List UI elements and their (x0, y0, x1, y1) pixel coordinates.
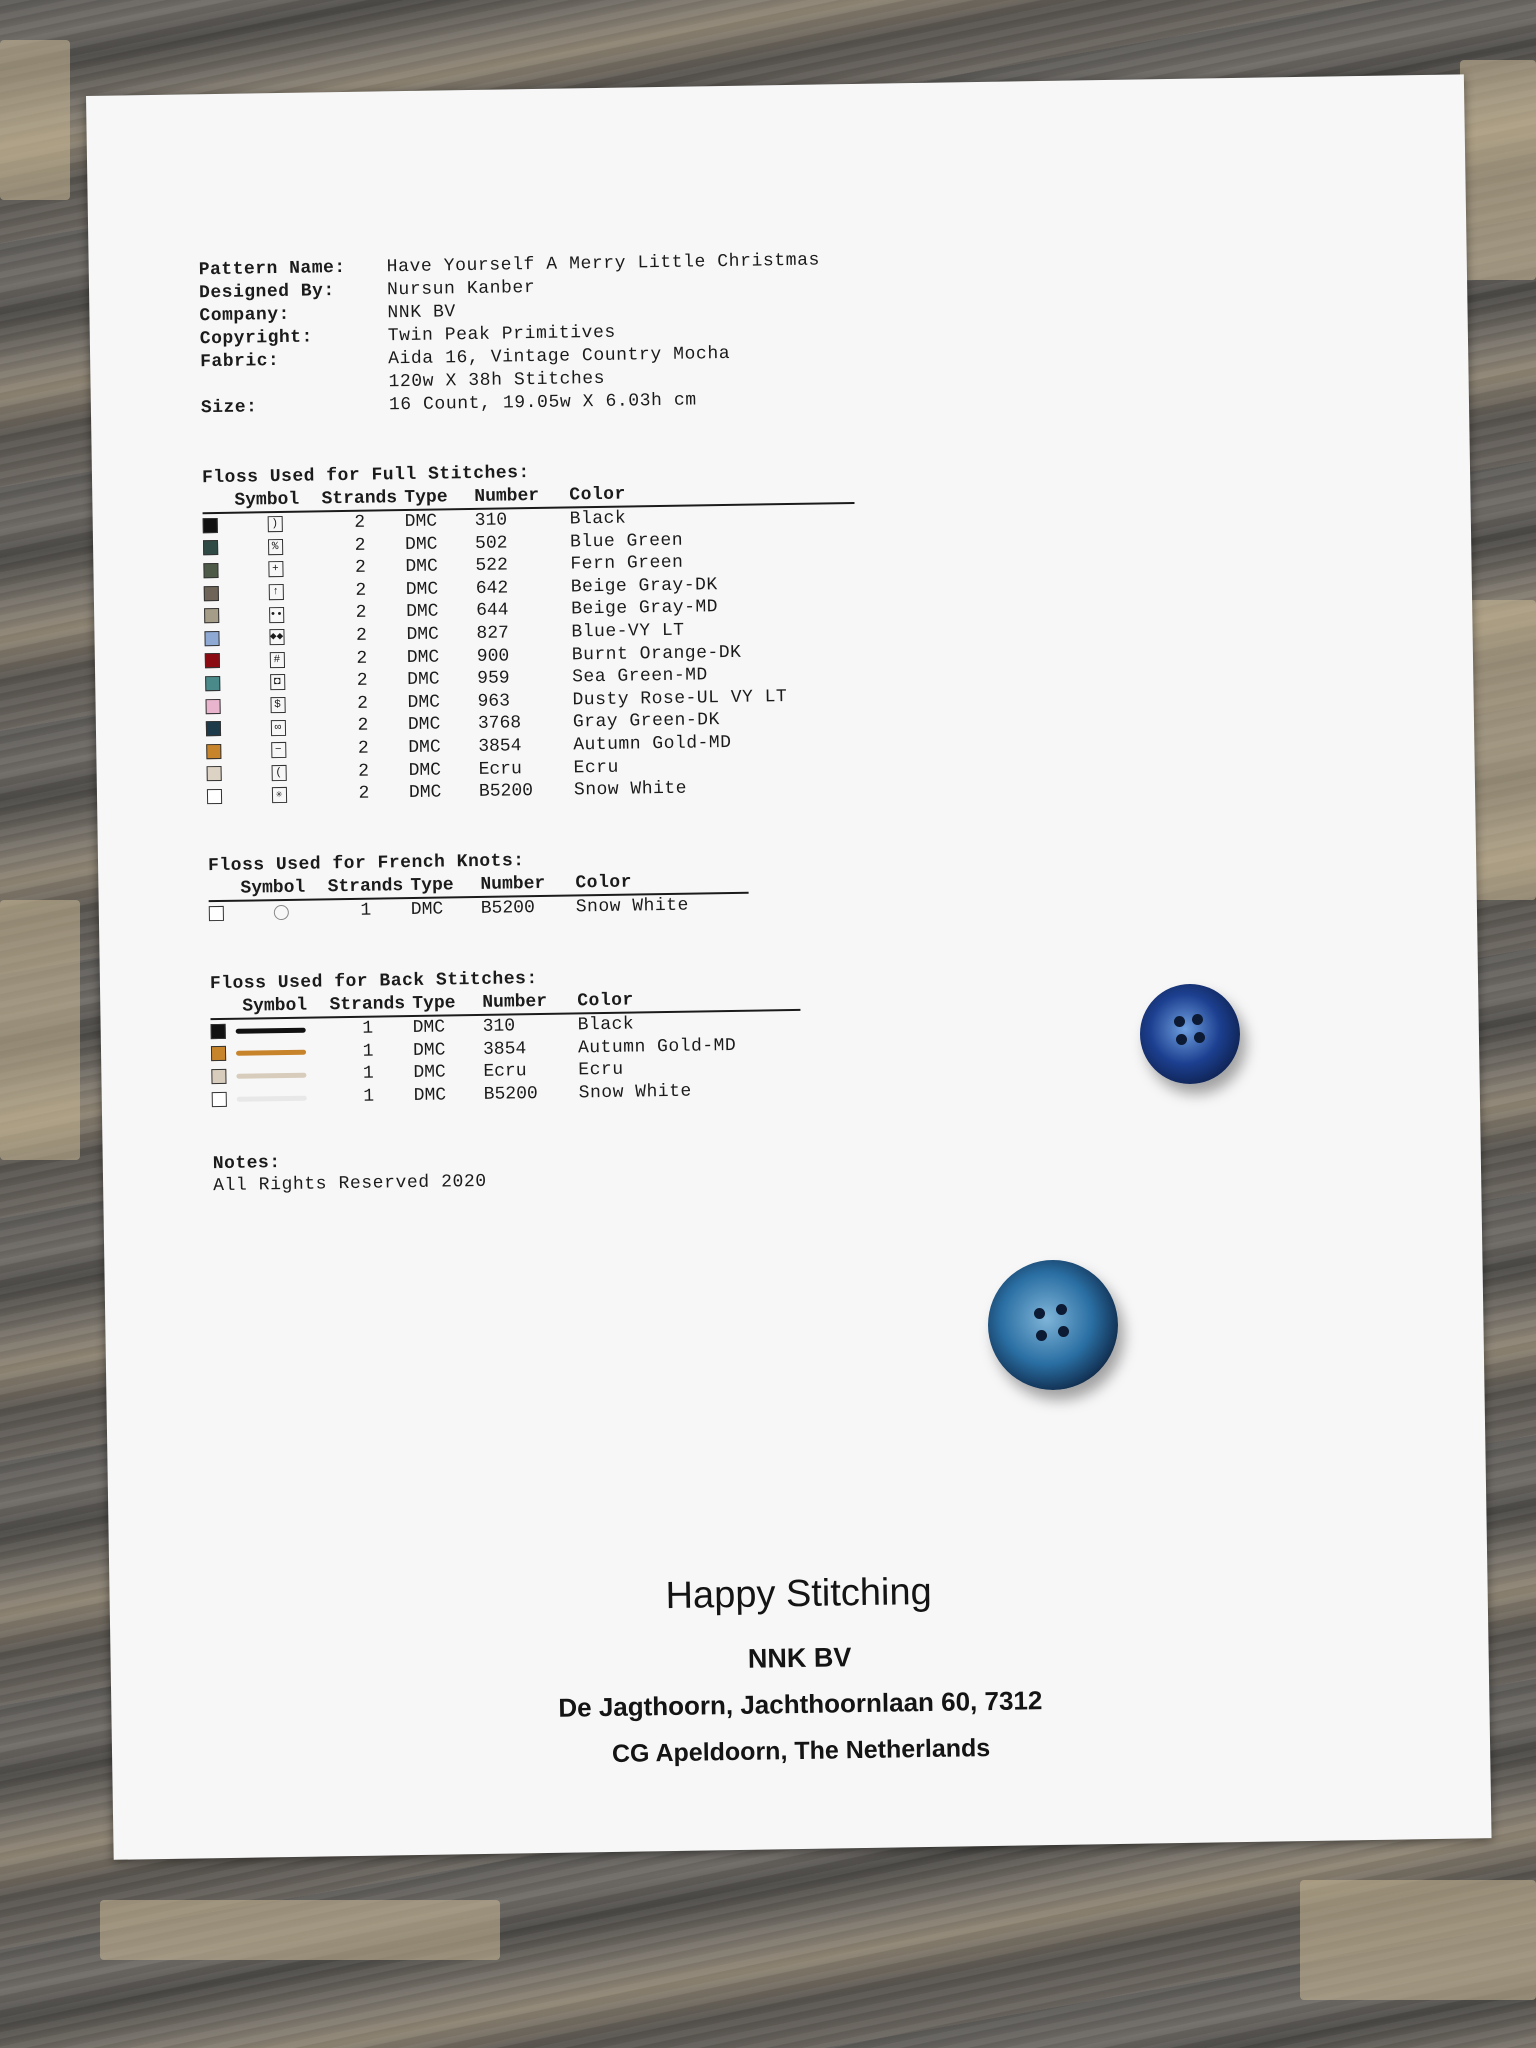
button-hole (1056, 1304, 1067, 1315)
color-swatch (207, 789, 222, 804)
type-cell: DMC (405, 556, 439, 578)
button-hole (1194, 1032, 1205, 1043)
header-symbol: Symbol (234, 489, 300, 511)
color-swatch (211, 1024, 226, 1039)
color-cell: Burnt Orange-DK (571, 642, 742, 665)
full-stitches-section (202, 456, 859, 808)
number-cell: 3854 (478, 736, 522, 757)
swatch-cell (205, 676, 237, 692)
pattern-info (199, 249, 823, 420)
color-swatch (211, 1069, 226, 1084)
stitch-symbol: ) (267, 516, 282, 532)
stitch-symbol: ( (271, 765, 286, 781)
symbol-cell (211, 1022, 323, 1039)
stitch-symbol: $ (270, 697, 285, 713)
type-cell: DMC (405, 579, 439, 600)
button-hole (1192, 1014, 1203, 1025)
number-cell: B5200 (480, 898, 535, 919)
pattern-sheet (86, 74, 1492, 1859)
header-symbol: Symbol (242, 995, 308, 1017)
strands-cell: 2 (356, 648, 368, 669)
swatch-cell (205, 653, 237, 669)
header-strands: Strands (321, 488, 398, 510)
type-cell: DMC (413, 1062, 446, 1084)
info-value: 16 Count, 19.05w X 6.03h cm (388, 390, 697, 416)
number-cell: 3854 (482, 1038, 527, 1060)
wood-chip (100, 1900, 500, 1960)
french-knot-icon (273, 905, 288, 920)
header-type: Type (410, 875, 454, 896)
back-stitches-table (211, 1010, 839, 1110)
stitch-symbol: # (269, 652, 284, 668)
button-hole (1036, 1330, 1047, 1341)
strands-cell: 2 (356, 670, 368, 691)
info-value: Twin Peak Primitives (387, 322, 616, 347)
color-cell: Blue Green (569, 530, 684, 553)
header-strands: Strands (329, 994, 406, 1016)
color-cell: Sea Green-MD (572, 665, 708, 688)
footer-address-line2: CG Apeldoorn, The Netherlands (611, 1734, 991, 1768)
symbol-cell (237, 696, 317, 713)
backstitch-line-icon (236, 1073, 306, 1079)
number-cell: 963 (477, 691, 511, 712)
symbol-cell (236, 584, 316, 601)
strands-cell: 2 (355, 603, 367, 624)
type-cell: DMC (412, 1017, 446, 1038)
swatch-cell (203, 563, 235, 579)
strands-cell: 2 (357, 693, 369, 714)
color-swatch (205, 676, 220, 691)
wood-chip (0, 40, 70, 200)
info-label: Copyright: (199, 327, 314, 350)
color-swatch (203, 563, 218, 578)
strands-cell: 1 (362, 1063, 374, 1084)
color-swatch (203, 540, 218, 555)
type-cell: DMC (404, 534, 438, 555)
footer-address-line1: De Jagthoorn, Jachthoornlaan 60, 7312 (558, 1685, 1043, 1723)
color-cell: Fern Green (570, 552, 684, 575)
wood-chip (1300, 1880, 1536, 2000)
color-swatch (212, 1091, 227, 1106)
swatch-cell (204, 630, 236, 646)
symbol-cell (239, 787, 319, 804)
strands-cell: 2 (354, 512, 366, 533)
swatch-cell (203, 540, 235, 556)
swatch-cell (207, 766, 239, 782)
info-label: Fabric: (200, 350, 280, 373)
type-cell: DMC (407, 669, 440, 691)
button-hole (1058, 1326, 1069, 1337)
number-cell: Ecru (483, 1061, 527, 1083)
header-color: Color (577, 990, 634, 1012)
color-cell: Autumn Gold-MD (577, 1035, 737, 1058)
number-cell: B5200 (478, 781, 534, 803)
backstitch-line-icon (236, 1027, 306, 1033)
color-swatch (203, 518, 218, 533)
color-swatch (207, 766, 222, 781)
swatch-cell (206, 721, 238, 737)
full-stitches-table (203, 504, 860, 808)
symbol-cell (241, 904, 321, 920)
header-strands: Strands (327, 876, 404, 898)
symbol-cell (211, 1045, 323, 1062)
info-value: Aida 16, Vintage Country Mocha (388, 343, 731, 370)
color-swatch (204, 631, 219, 646)
symbol-cell (235, 561, 315, 578)
color-cell: Black (569, 508, 627, 530)
color-swatch (209, 906, 224, 921)
header-number: Number (474, 485, 540, 507)
color-cell: Gray Green-DK (572, 710, 720, 733)
number-cell: 502 (474, 533, 508, 554)
footer-company: NNK BV (747, 1642, 852, 1674)
color-cell: Beige Gray-DK (570, 574, 718, 598)
swatch-cell (204, 585, 236, 601)
color-swatch (206, 744, 221, 759)
section-title: Floss Used for French Knots: (207, 851, 525, 877)
swatch-cell (209, 905, 241, 921)
symbol-cell (235, 538, 315, 555)
type-cell: DMC (404, 511, 438, 533)
button-hole (1034, 1308, 1045, 1319)
notes-text: All Rights Reserved 2020 (212, 1171, 487, 1197)
number-cell: 3768 (477, 713, 522, 735)
backstitch-line-icon (236, 1050, 306, 1056)
type-cell: DMC (406, 624, 440, 645)
symbol-cell (238, 719, 318, 736)
number-cell: 310 (482, 1016, 516, 1037)
button-hole (1174, 1016, 1185, 1027)
strands-cell: 1 (363, 1086, 375, 1107)
strands-cell: 2 (354, 535, 366, 556)
header-type: Type (404, 487, 448, 509)
button-hole (1176, 1034, 1187, 1045)
header-color: Color (575, 872, 633, 894)
stitch-symbol: •• (269, 607, 284, 623)
symbol-cell (236, 629, 316, 646)
symbol-cell (237, 674, 317, 691)
color-swatch (204, 608, 219, 623)
type-cell: DMC (406, 647, 440, 668)
type-cell: DMC (408, 760, 442, 781)
color-cell: Blue-VY LT (571, 620, 685, 643)
number-cell: 827 (476, 623, 510, 644)
color-cell: Black (577, 1014, 635, 1036)
stitch-symbol: ◘ (270, 674, 285, 690)
info-label: Company: (199, 304, 291, 327)
color-cell: Snow White (573, 778, 688, 801)
stitch-symbol: ∞ (270, 720, 285, 736)
symbol-cell (211, 1067, 323, 1084)
strands-cell: 2 (357, 715, 369, 737)
symbol-cell (236, 606, 316, 623)
number-cell: Ecru (478, 758, 522, 780)
swatch-cell (203, 518, 235, 534)
info-label: Designed By: (198, 281, 335, 304)
symbol-cell (239, 764, 319, 781)
symbol-cell (212, 1090, 324, 1107)
color-cell: Snow White (575, 895, 689, 918)
color-swatch (206, 721, 221, 736)
french-knots-section (208, 844, 836, 924)
color-swatch (204, 586, 219, 601)
color-cell: Dusty Rose-UL VY LT (572, 686, 788, 711)
small-sewing-button (1140, 984, 1240, 1084)
number-cell: 900 (476, 645, 510, 667)
type-cell: DMC (408, 737, 441, 758)
strands-cell: 2 (358, 783, 370, 804)
number-cell: 644 (475, 600, 509, 622)
color-swatch (211, 1046, 226, 1061)
strands-cell: 2 (357, 738, 369, 759)
info-value: NNK BV (387, 302, 457, 324)
swatch-cell (205, 698, 237, 714)
strands-cell: 2 (355, 580, 367, 601)
symbol-cell (237, 651, 317, 668)
large-sewing-button (988, 1260, 1118, 1390)
wood-chip (0, 900, 80, 1160)
symbol-cell (238, 742, 318, 759)
symbol-cell (235, 516, 315, 533)
type-cell: DMC (408, 782, 442, 804)
notes-section (213, 1148, 487, 1196)
number-cell: 310 (474, 510, 508, 531)
color-cell: Autumn Gold-MD (573, 732, 732, 756)
number-cell: 522 (475, 555, 508, 577)
strands-cell: 1 (362, 1018, 374, 1039)
info-label: Pattern Name: (198, 257, 346, 281)
header-color: Color (569, 484, 626, 506)
color-cell: Snow White (578, 1081, 692, 1104)
notes-title: Notes: (212, 1153, 281, 1175)
strands-cell: 2 (358, 761, 370, 782)
type-cell: DMC (412, 1040, 446, 1061)
color-cell: Beige Gray-MD (570, 597, 719, 620)
back-stitches-section (210, 962, 839, 1110)
info-value: 120w X 38h Stitches (388, 368, 606, 393)
header-number: Number (482, 991, 548, 1013)
stitch-symbol: ◆◆ (269, 629, 284, 645)
info-label (200, 371, 388, 397)
stitch-symbol: ✳ (271, 787, 286, 803)
number-cell: 959 (477, 668, 510, 690)
info-value: Have Yourself A Merry Little Christmas (386, 250, 821, 278)
number-cell: 642 (475, 578, 509, 599)
footer-title: Happy Stitching (665, 1570, 933, 1618)
type-cell: DMC (410, 899, 444, 920)
wood-chip (1460, 60, 1536, 280)
swatch-cell (207, 789, 239, 805)
stitch-symbol: % (267, 539, 282, 555)
stitch-symbol: − (271, 742, 286, 758)
section-title: Floss Used for Full Stitches: (201, 463, 530, 489)
info-value: Nursun Kanber (386, 277, 536, 301)
color-cell: Ecru (578, 1059, 624, 1081)
swatch-cell (204, 608, 236, 624)
backstitch-line-icon (237, 1095, 307, 1101)
info-label: Size: (200, 397, 258, 419)
number-cell: B5200 (483, 1083, 538, 1105)
type-cell: DMC (407, 714, 441, 736)
strands-cell: 2 (354, 557, 367, 579)
type-cell: DMC (413, 1085, 447, 1106)
swatch-cell (206, 743, 238, 759)
section-title: Floss Used for Back Stitches: (209, 969, 538, 995)
strands-cell: 1 (362, 1041, 374, 1062)
header-type: Type (412, 993, 456, 1014)
stitch-symbol: + (268, 561, 283, 577)
color-swatch (205, 699, 220, 714)
header-symbol: Symbol (240, 877, 306, 899)
type-cell: DMC (405, 601, 439, 623)
strands-cell: 1 (360, 900, 372, 921)
stitch-symbol: ↑ (268, 584, 283, 600)
wood-chip (1470, 600, 1536, 900)
header-number: Number (480, 873, 546, 895)
type-cell: DMC (407, 692, 441, 713)
color-swatch (205, 653, 220, 668)
color-cell: Ecru (573, 757, 619, 778)
strands-cell: 2 (355, 625, 368, 646)
